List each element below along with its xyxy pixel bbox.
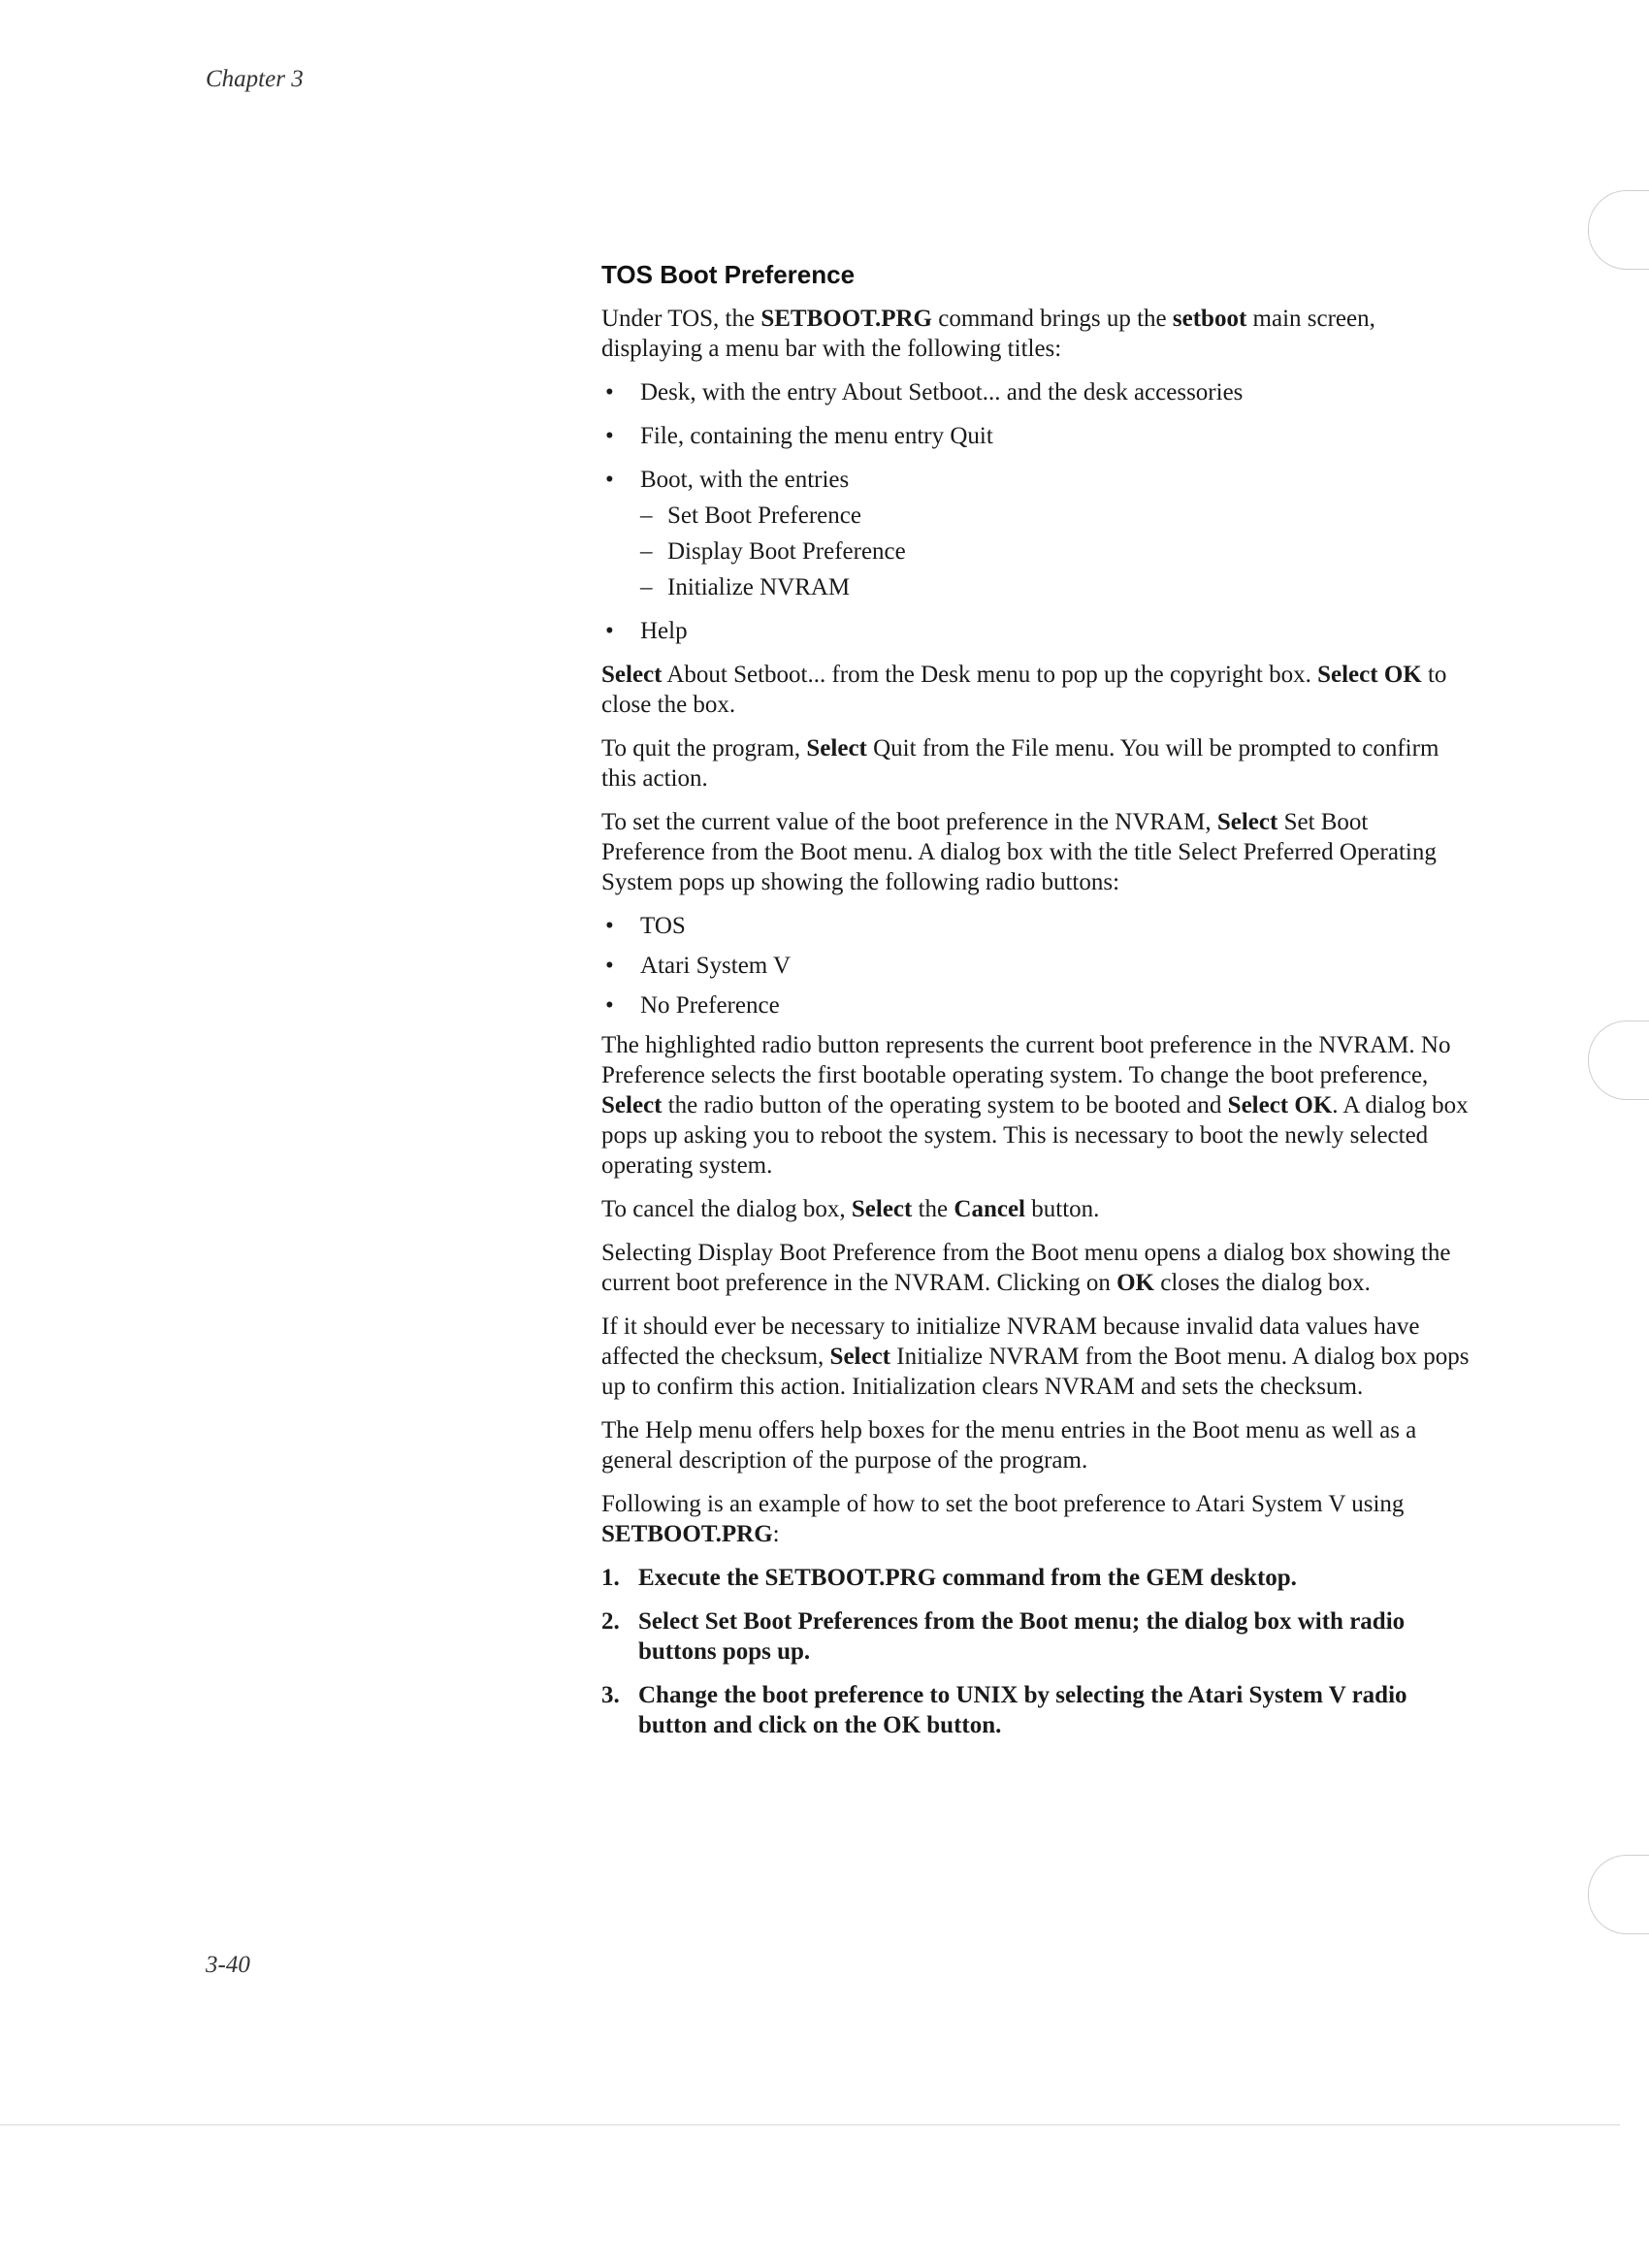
- page-number: 3-40: [206, 1952, 250, 1978]
- list-item-file: • File, containing the menu entry Quit: [601, 421, 1474, 451]
- steps-list: [601, 1563, 1474, 1740]
- highlight-paragraph: [601, 1030, 1474, 1181]
- command-name: SETBOOT.PRG: [601, 1521, 773, 1547]
- text-run: About Setboot... from the Desk menu to pop up the copyright box.: [662, 662, 1318, 688]
- text-run: . A dialog box pops up asking you to reboot the system. This is necessary to boot the newly selected operating system.: [601, 1092, 1469, 1179]
- text-run: button.: [1025, 1196, 1100, 1222]
- running-header: Chapter 3: [206, 66, 304, 92]
- emphasis: Select: [851, 1196, 913, 1222]
- text-run: To quit the program,: [601, 735, 807, 761]
- display-paragraph: [601, 1238, 1474, 1298]
- text-run: The highlighted radio button represents the current boot preference in the NVRAM. No Preference selects the first bootable operating system. To change the boot preference,: [601, 1032, 1451, 1088]
- text-run: closes the dialog box.: [1154, 1270, 1371, 1296]
- step-text: Change the boot preference to UNIX by selecting the Atari System V radio button and click on the OK button.: [638, 1682, 1407, 1738]
- text-run: Following is an example of how to set the boot preference to Atari System V using: [601, 1491, 1405, 1517]
- text-run: main screen, displaying a menu bar with the following titles:: [601, 306, 1375, 362]
- emphasis: Select OK: [1227, 1092, 1333, 1118]
- list-item-boot: [601, 465, 1474, 602]
- text-run: Under TOS, the: [601, 306, 761, 332]
- radio-option: • TOS: [601, 911, 1474, 941]
- step-item: [601, 1680, 1474, 1740]
- example-paragraph: [601, 1489, 1474, 1549]
- text-run: Quit from the File menu. You will be prompted to confirm this action.: [601, 735, 1439, 792]
- step-number: 1.: [601, 1565, 620, 1591]
- boot-entry: – Set Boot Preference: [640, 501, 1474, 531]
- text-run: the: [912, 1196, 954, 1222]
- list-item-boot-label: Boot, with the entries: [640, 467, 850, 493]
- about-paragraph: [601, 660, 1474, 720]
- help-paragraph: The Help menu offers help boxes for the menu entries in the Boot menu as well as a general description of the purpose of the program.: [601, 1417, 1417, 1474]
- text-run: Selecting Display Boot Preference from the Boot menu opens a dialog box showing the current boot preference in the NVRAM. Clicking on: [601, 1240, 1451, 1296]
- menu-titles-list: [601, 377, 1474, 646]
- punch-hole-middle: [1588, 1021, 1649, 1100]
- step-text: Select Set Boot Preferences from the Boot menu; the dialog box with radio buttons pops up.: [638, 1608, 1406, 1665]
- quit-paragraph: [601, 733, 1474, 794]
- intro-paragraph: [601, 304, 1474, 364]
- set-preference-paragraph: [601, 807, 1474, 897]
- boot-entries-list: [640, 501, 1474, 602]
- boot-entry: – Initialize NVRAM: [640, 572, 1474, 602]
- text-run: to close the box.: [601, 662, 1447, 718]
- emphasis: Select: [1317, 662, 1378, 688]
- step-number: 2.: [601, 1608, 620, 1635]
- emphasis: Select: [829, 1344, 891, 1370]
- text-run: Set Boot Preference from the Boot menu. A dialog box with the title Select Preferred Operating System pops up showing the following radio buttons:: [601, 809, 1437, 895]
- section-title: TOS Boot Preference: [601, 260, 856, 289]
- emphasis: Cancel: [954, 1196, 1026, 1222]
- text-run: Initialize NVRAM from the Boot menu. A dialog box pops up to confirm this action. Initialization clears NVRAM and sets the checksum.: [601, 1344, 1470, 1400]
- step-item: [601, 1606, 1474, 1667]
- page-bottom-edge: [0, 2124, 1620, 2125]
- command-name: SETBOOT.PRG: [760, 306, 933, 332]
- step-item: [601, 1563, 1474, 1593]
- emphasis: Select: [1216, 809, 1278, 835]
- emphasis: Select: [601, 1092, 663, 1118]
- radio-buttons-list: [601, 911, 1474, 1021]
- step-number: 3.: [601, 1682, 620, 1708]
- text-run: :: [772, 1521, 780, 1547]
- radio-option: • No Preference: [601, 990, 1474, 1021]
- emphasis: OK: [1116, 1270, 1155, 1296]
- initialize-paragraph: [601, 1312, 1474, 1402]
- main-content: [601, 260, 1474, 1754]
- boot-entry: – Display Boot Preference: [640, 536, 1474, 567]
- text-run: If it should ever be necessary to initialize NVRAM because invalid data values have affected the checksum,: [601, 1313, 1420, 1370]
- emphasis: Select: [601, 662, 663, 688]
- punch-hole-top: [1588, 190, 1649, 270]
- radio-option: • Atari System V: [601, 951, 1474, 981]
- program-name: setboot: [1172, 306, 1247, 332]
- list-item-help: • Help: [601, 616, 1474, 646]
- list-item-desk: • Desk, with the entry About Setboot... and the desk accessories: [601, 377, 1474, 407]
- text-run: the radio button of the operating system to be booted and: [662, 1092, 1228, 1118]
- text-run: command brings up the: [932, 306, 1173, 332]
- cancel-paragraph: [601, 1194, 1474, 1224]
- emphasis: Select: [806, 735, 867, 761]
- emphasis: OK: [1377, 662, 1422, 688]
- text-run: To set the current value of the boot preference in the NVRAM,: [601, 809, 1217, 835]
- punch-hole-bottom: [1588, 1855, 1649, 1934]
- text-run: To cancel the dialog box,: [601, 1196, 852, 1222]
- step-text: Execute the SETBOOT.PRG command from the GEM desktop.: [638, 1565, 1297, 1591]
